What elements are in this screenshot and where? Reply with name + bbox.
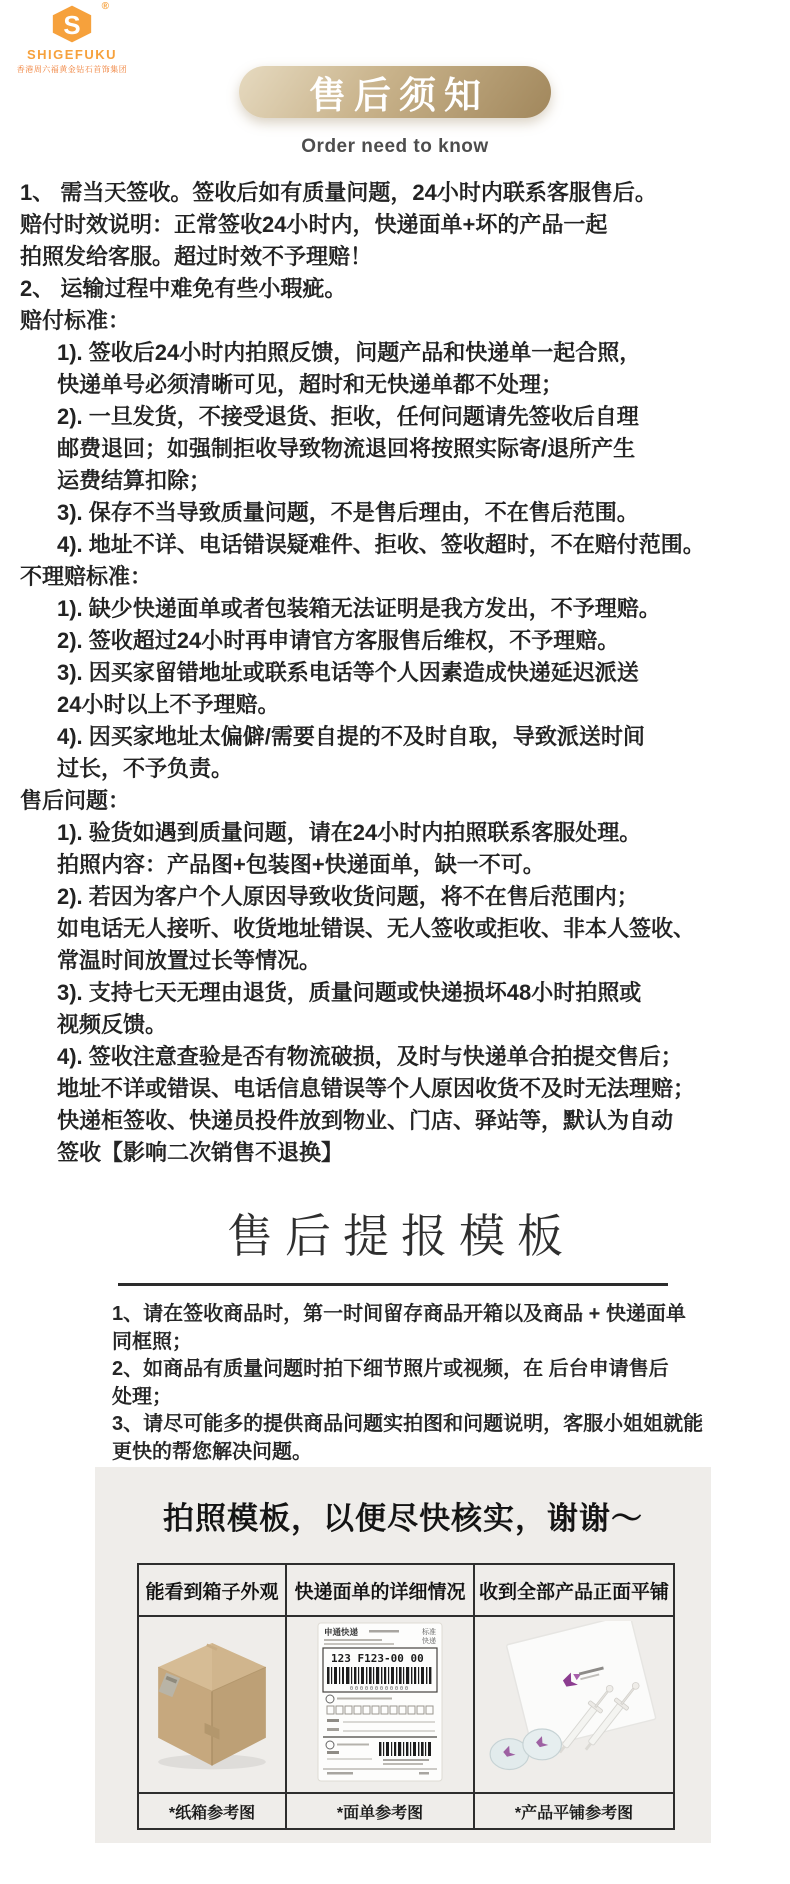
- table-header-row: [138, 1564, 674, 1616]
- caption-products: *产品平铺参考图: [474, 1793, 674, 1829]
- notice-line: 1). 验货如遇到质量问题，请在24小时内拍照联系客服处理。: [57, 820, 642, 845]
- column-header-products: 收到全部产品正面平铺: [474, 1564, 674, 1616]
- waybill-code-text: 123 F123-00 00: [331, 1652, 424, 1665]
- report-template-line: 同框照；: [112, 1330, 192, 1353]
- notice-line: 3). 支持七天无理由退货，质量问题或快递损坏48小时拍照或: [57, 980, 642, 1005]
- notice-line: 2、 运输过程中难免有些小瑕疵。: [20, 276, 347, 301]
- report-template-title: 售后提报模板: [227, 1210, 575, 1262]
- product-flatlay-image: [482, 1621, 666, 1783]
- notice-line: 2). 签收超过24小时再申请官方客服售后维权，不予理赔。: [57, 628, 620, 653]
- hexagon-s-icon: [47, 1, 109, 44]
- notice-line: 1、 需当天签收。签收后如有质量问题，24小时内联系客服售后。: [20, 180, 657, 205]
- cardboard-box-cell: [138, 1616, 286, 1793]
- photo-example-panel: [95, 1467, 711, 1843]
- notice-line: 4). 因买家地址太偏僻/需要自提的不及时自取，导致派送时间: [57, 724, 645, 749]
- registered-mark: ®: [101, 1, 109, 12]
- table-image-row: [138, 1616, 674, 1793]
- notice-text-block: [0, 177, 790, 1169]
- photo-example-table: [137, 1563, 675, 1830]
- blister-pod-2: [523, 1729, 562, 1760]
- waybill-courier-text: 申通快递: [324, 1627, 359, 1637]
- notice-line: 不理赔标准：: [20, 564, 153, 589]
- cardboard-box-image: [147, 1627, 277, 1777]
- brand-name: SHIGEFUKU: [26, 47, 118, 62]
- waybill-service-line1: 标准: [422, 1629, 436, 1636]
- title-divider: [118, 1283, 668, 1286]
- waybill-service-line2: 快递: [422, 1638, 436, 1645]
- page-subtitle-en: Order need to know: [301, 136, 489, 157]
- notice-line: 过长，不予负责。: [57, 756, 234, 781]
- notice-line: 3). 保存不当导致质量问题，不是售后理由，不在售后范围。: [57, 500, 639, 525]
- brand-subtitle: 香港周六福黄金钻石首饰集团: [16, 65, 128, 74]
- table-caption-row: [138, 1793, 674, 1829]
- waybill-barcode-digits: 000000000000: [349, 1686, 411, 1692]
- notice-line: 2). 一旦发货，不接受退货、拒收，任何问题请先签收后自理: [57, 404, 639, 429]
- column-header-box: 能看到箱子外观: [138, 1564, 286, 1616]
- notice-line: 3). 因买家留错地址或联系电话等个人因素造成快递延迟派送: [57, 660, 639, 685]
- svg-text:S: S: [63, 12, 81, 40]
- notice-line: 拍照发给客服。超过时效不予理赔！: [20, 244, 373, 269]
- report-template-line: 3、请尽可能多的提供商品问题实拍图和问题说明，客服小姐姐就能: [112, 1413, 704, 1435]
- notice-line: 签收【影响二次销售不退换】: [57, 1140, 344, 1165]
- report-template-line: 1、请在签收商品时，第一时间留存商品开箱以及商品 + 快递面单: [112, 1303, 686, 1325]
- shipping-waybill-cell: [286, 1616, 474, 1793]
- notice-line: 常温时间放置过长等情况。: [57, 948, 322, 973]
- notice-line: 1). 缺少快递面单或者包装箱无法证明是我方发出，不予理赔。: [57, 596, 661, 621]
- notice-line: 邮费退回；如强制拒收导致物流退回将按照实际寄/退所产生: [57, 436, 636, 461]
- notice-line: 4). 地址不详、电话错误疑难件、拒收、签收超时，不在赔付范围。: [57, 532, 705, 557]
- report-template-line: 2、如商品有质量问题时拍下细节照片或视频，在 后台申请售后: [112, 1358, 669, 1380]
- notice-line: 售后问题：: [20, 788, 131, 813]
- report-template-line: 处理；: [112, 1385, 172, 1408]
- notice-line: 快递柜签收、快递员投件放到物业、门店、驿站等，默认为自动: [57, 1108, 674, 1133]
- shipping-waybill-image: [317, 1622, 443, 1782]
- after-sales-banner: [239, 66, 551, 118]
- photo-panel-title: 拍照模板，以便尽快核实，谢谢～: [163, 1501, 643, 1536]
- report-template-line: 更快的帮您解决问题。: [112, 1440, 312, 1463]
- caption-waybill: *面单参考图: [286, 1793, 474, 1829]
- report-template-steps: [112, 1301, 712, 1466]
- notice-line: 24小时以上不予理赔。: [57, 692, 280, 717]
- brand-logo: [16, 1, 128, 75]
- notice-line: 2). 若因为客户个人原因导致收货问题，将不在售后范围内；: [57, 884, 639, 909]
- caption-box: *纸箱参考图: [138, 1793, 286, 1829]
- notice-line: 快递单号必须清晰可见，超时和无快递单都不处理；: [57, 372, 564, 397]
- product-flatlay-cell: [474, 1616, 674, 1793]
- notice-line: 运费结算扣除；: [57, 468, 212, 493]
- notice-line: 地址不详或错误、电话信息错误等个人原因收货不及时无法理赔；: [57, 1076, 696, 1101]
- notice-line: 拍照内容：产品图+包装图+快递面单，缺一不可。: [57, 852, 545, 877]
- notice-line: 4). 签收注意查验是否有物流破损，及时与快递单合拍提交售后；: [57, 1044, 683, 1069]
- notice-line: 赔付时效说明：正常签收24小时内，快递面单+坏的产品一起: [20, 212, 608, 237]
- notice-line: 赔付标准：: [20, 308, 131, 333]
- notice-line: 视频反馈。: [57, 1012, 168, 1037]
- notice-line: 如电话无人接听、收货地址错误、无人签收或拒收、非本人签收、: [57, 916, 696, 941]
- notice-line: 1). 签收后24小时内拍照反馈，问题产品和快递单一起合照，: [57, 340, 642, 365]
- column-header-waybill: 快递面单的详细情况: [286, 1564, 474, 1616]
- page-title: 售后须知: [309, 75, 489, 116]
